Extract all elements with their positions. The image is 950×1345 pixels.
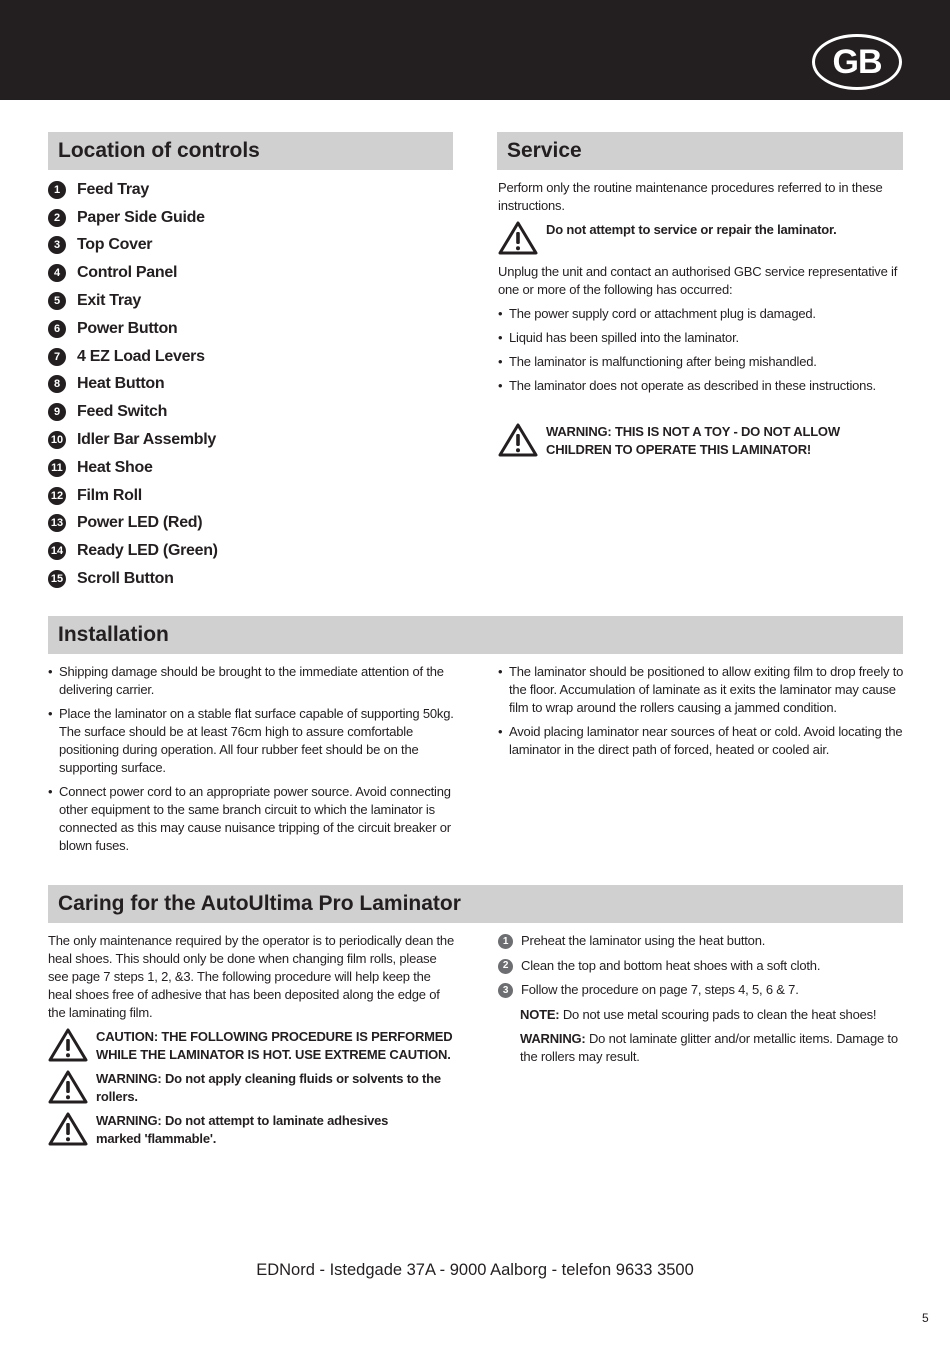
step-number-badge: 2 (498, 959, 513, 974)
toy-warning-text (546, 423, 840, 459)
control-item (48, 176, 448, 204)
control-number-badge: 15 (48, 570, 66, 588)
step-text: Clean the top and bottom heat shoes with a soft cloth. (521, 957, 821, 973)
section-heading-caring: Caring for the AutoUltima Pro Laminator (48, 885, 903, 923)
control-label: Control Panel (77, 264, 178, 282)
control-number-badge: 10 (48, 431, 66, 449)
footer-address: EDNord - Istedgade 37A - 9000 Aalborg - telefon 9633 3500 (256, 1261, 694, 1279)
control-label: Heat Button (77, 375, 165, 393)
top-bar (0, 0, 950, 100)
control-number-badge: 6 (48, 320, 66, 338)
control-label: Paper Side Guide (77, 208, 205, 226)
step-text: Follow the procedure on page 7, steps 4, 5, 6 & 7. (521, 982, 799, 997)
control-label: Top Cover (77, 236, 153, 254)
warning-triangle-icon (48, 1112, 88, 1146)
control-item (48, 482, 448, 510)
caring-warning-glitter (520, 1030, 904, 1066)
page-number: 5 (922, 1311, 929, 1325)
service-bullet: • The power supply cord or attachment plug is damaged. (498, 305, 902, 323)
control-number-badge: 14 (48, 542, 66, 560)
control-number-badge: 2 (48, 209, 66, 227)
caring-note (520, 1006, 904, 1024)
control-number-badge: 12 (48, 487, 66, 505)
control-label: Film Roll (77, 486, 142, 504)
control-item (48, 315, 448, 343)
service-bullet-list (498, 305, 902, 401)
control-number-badge: 13 (48, 514, 66, 532)
control-number-badge: 9 (48, 403, 66, 421)
service-paragraph: Unplug the unit and contact an authorised GBC service representative if one or more of the following has occurred: (498, 264, 898, 297)
service-bullet: • The laminator does not operate as described in these instructions. (498, 377, 902, 395)
control-number-badge: 5 (48, 292, 66, 310)
control-label: Idler Bar Assembly (77, 431, 216, 449)
caring-step (498, 957, 904, 975)
control-label: Feed Tray (77, 180, 150, 198)
step-number-badge: 3 (498, 983, 513, 998)
installation-bullet: • Connect power cord to an appropriate power source. Avoid connecting other equipment to the same branch circuit to which the laminator is connected as this may cause nuisance tripping of the circuit breaker or blown fuses. (48, 783, 454, 855)
control-item (48, 510, 448, 538)
service-warning-text: Do not attempt to service or repair the laminator. (546, 222, 837, 237)
caring-caution-hot (48, 1028, 458, 1064)
installation-left-bullets (48, 663, 454, 861)
warning-label: WARNING: (520, 1030, 586, 1046)
control-item (48, 232, 448, 260)
service-bullet: • The laminator is malfunctioning after being mishandled. (498, 353, 902, 371)
control-number-badge: 7 (48, 348, 66, 366)
control-item (48, 204, 448, 232)
step-text: Preheat the laminator using the heat button. (521, 933, 766, 948)
control-item (48, 454, 448, 482)
control-number-badge: 1 (48, 181, 66, 199)
control-item (48, 287, 448, 315)
note-text: Do not use metal scouring pads to clean the heat shoes! (559, 1006, 877, 1022)
control-label: Heat Shoe (77, 458, 153, 476)
caring-right-column (498, 932, 904, 1072)
service-intro: Perform only the routine maintenance procedures referred to in these instructions. (498, 180, 883, 213)
control-item (48, 259, 448, 287)
control-item (48, 565, 448, 593)
control-number-badge: 11 (48, 459, 66, 477)
toy-warning-line-2: CHILDREN TO OPERATE THIS LAMINATOR! (546, 442, 812, 457)
control-number-badge: 8 (48, 375, 66, 393)
control-item (48, 343, 448, 371)
caring-warning-flammable (48, 1112, 458, 1148)
control-item (48, 371, 448, 399)
installation-bullet: • Place the laminator on a stable flat surface capable of supporting 50kg. The surface should be at least 76cm high to assure comfortable positioning during operation. All four rubber feet should be on the supporting surface. (48, 705, 454, 777)
warning-fluids-text: WARNING: Do not apply cleaning fluids or solvents to the rollers. (96, 1071, 441, 1104)
note-label: NOTE: (520, 1006, 560, 1022)
service-warning-repair (498, 221, 902, 255)
installation-bullet: • Avoid placing laminator near sources of heat or cold. Avoid locating the laminator in the direct path of forced, heated or cooled air. (498, 723, 904, 759)
installation-bullet: • The laminator should be positioned to allow exiting film to drop freely to the floor. Accumulation of laminate as it exits the laminator may cause film to wrap around the rollers causing a jammed condition. (498, 663, 904, 717)
warning-triangle-icon (48, 1028, 88, 1062)
service-bullet: • Liquid has been spilled into the laminator. (498, 329, 902, 347)
caring-step (498, 932, 904, 950)
control-number-badge: 3 (48, 236, 66, 254)
section-heading-controls: Location of controls (48, 132, 453, 170)
warning-triangle-icon (48, 1070, 88, 1104)
warning-flammable-text: WARNING: Do not attempt to laminate adhesives marked 'flammable'. (96, 1113, 389, 1146)
service-warning-toy (498, 423, 902, 459)
gb-language-badge: GB (812, 34, 902, 90)
caring-steps-list (498, 932, 904, 999)
caring-warning-fluids (48, 1070, 458, 1106)
warning-triangle-icon (498, 423, 538, 457)
section-heading-installation: Installation (48, 616, 903, 654)
warning-glitter-text: Do not laminate glitter and/or metallic items. Damage to the rollers may result. (520, 1030, 898, 1064)
step-number-badge: 1 (498, 934, 513, 949)
control-item (48, 398, 448, 426)
section-heading-service: Service (497, 132, 903, 170)
toy-warning-line-1: WARNING: THIS IS NOT A TOY - DO NOT ALLOW (546, 424, 840, 439)
control-number-badge: 4 (48, 264, 66, 282)
control-label: 4 EZ Load Levers (77, 347, 205, 365)
control-label: Power Button (77, 319, 178, 337)
controls-list (48, 176, 448, 593)
caring-step (498, 981, 904, 999)
installation-right-bullets (498, 663, 904, 765)
caution-hot-text: CAUTION: THE FOLLOWING PROCEDURE IS PERFORMED WHILE THE LAMINATOR IS HOT. USE EXTREME CAUTION. (96, 1029, 453, 1062)
control-label: Scroll Button (77, 570, 174, 588)
control-item (48, 426, 448, 454)
caring-intro: The only maintenance required by the operator is to periodically dean the heal shoes. This should only be done when changing film rolls, please see page 7 steps 1, 2, &3. The following procedure will help keep the heal shoes free of adhesive that has been deposited along the edge of the laminating film. (48, 933, 454, 1020)
control-label: Exit Tray (77, 292, 142, 310)
control-label: Feed Switch (77, 403, 168, 421)
control-label: Ready LED (Green) (77, 542, 218, 560)
control-item (48, 537, 448, 565)
warning-triangle-icon (498, 221, 538, 255)
control-label: Power LED (Red) (77, 514, 203, 532)
installation-bullet: • Shipping damage should be brought to the immediate attention of the delivering carrier. (48, 663, 454, 699)
